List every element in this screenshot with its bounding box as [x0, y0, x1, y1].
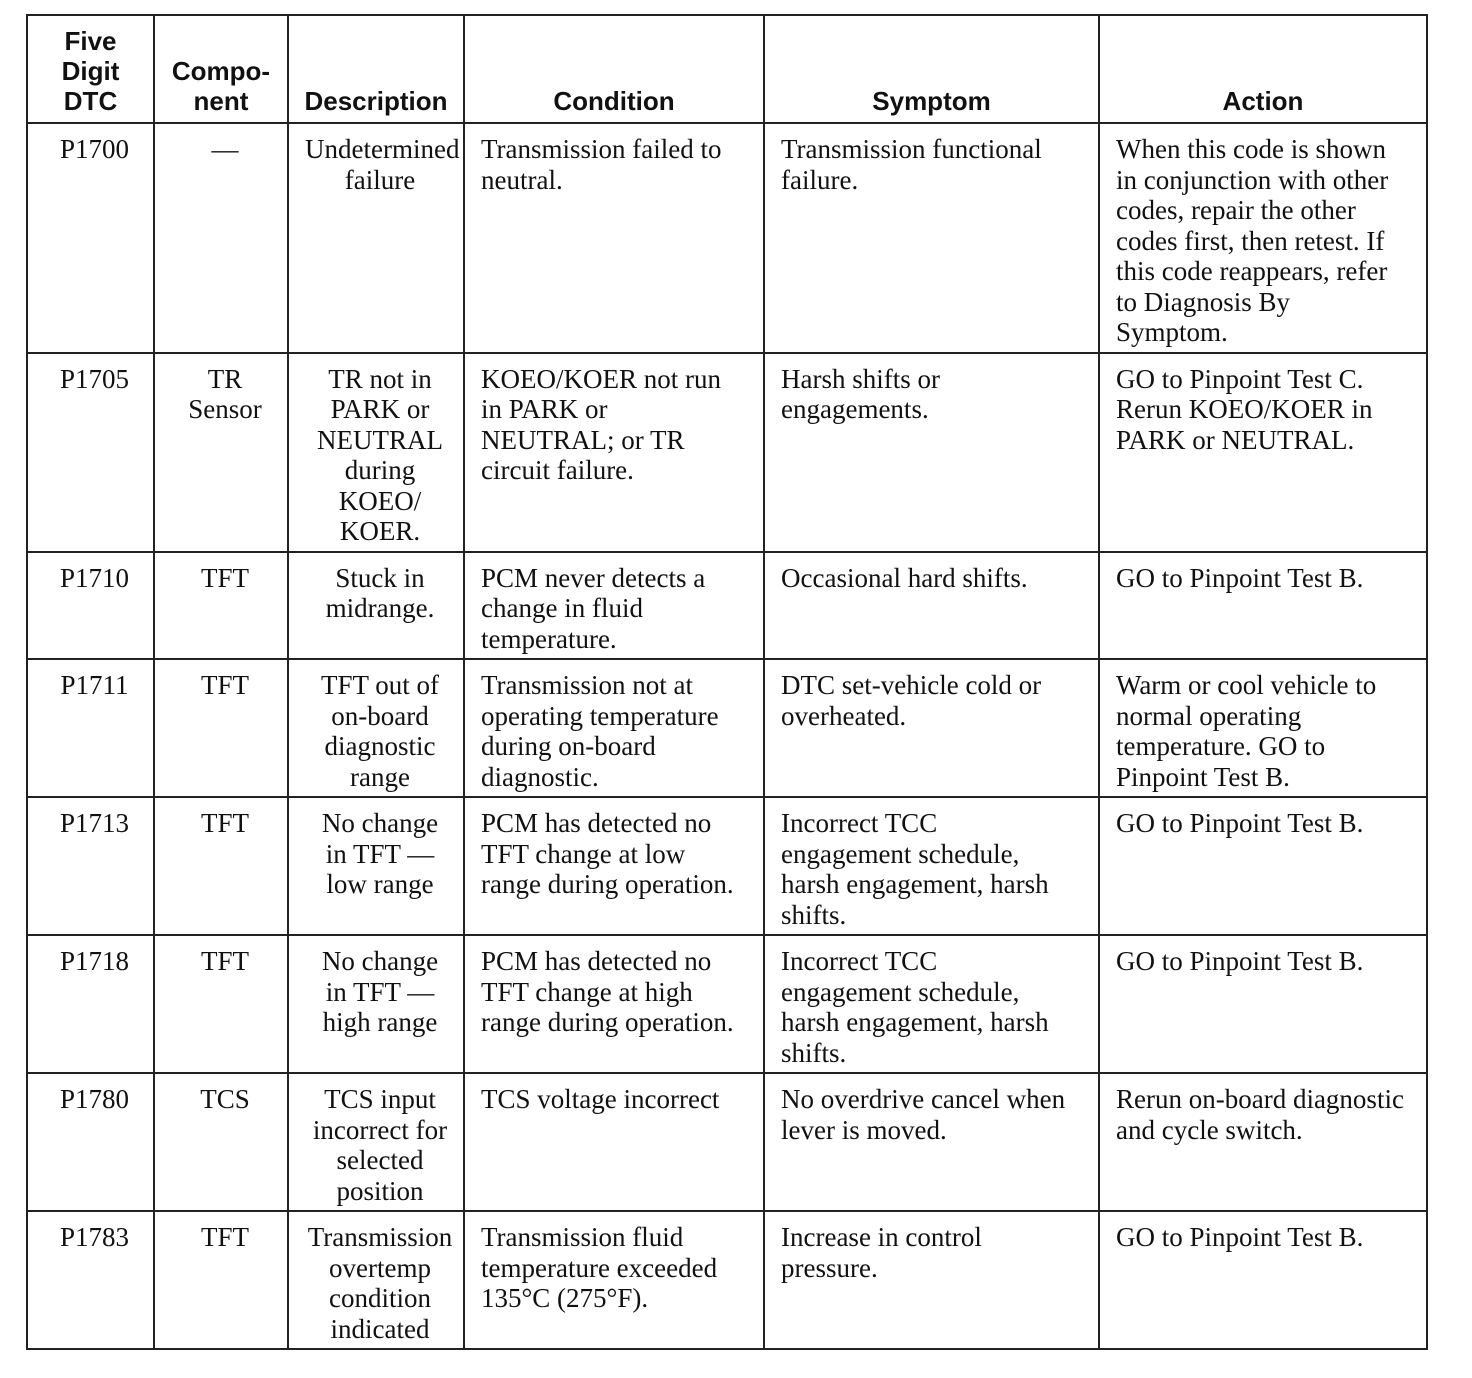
cell-condition: TCS voltage incorrect [464, 1073, 764, 1211]
cell-action: When this code is shown in conjunction with other codes, repair the other codes first, then retest. If this code reappears, refer to Diagnosis By Symptom. [1099, 123, 1427, 353]
cell-component: TFT [154, 1211, 288, 1349]
table-row [27, 797, 1427, 935]
cell-description: Undetermined failure [288, 123, 464, 353]
cell-component: — [154, 123, 288, 353]
header-description: Description [288, 15, 464, 123]
table-row [27, 1211, 1427, 1349]
cell-symptom: Incorrect TCC engagement schedule, harsh engagement, harsh shifts. [764, 935, 1099, 1073]
cell-component: TR Sensor [154, 353, 288, 552]
cell-component: TFT [154, 935, 288, 1073]
cell-component: TCS [154, 1073, 288, 1211]
table-row [27, 552, 1427, 660]
cell-condition: Transmission not at operating temperature during on-board diagnostic. [464, 659, 764, 797]
cell-condition: PCM has detected no TFT change at low range during operation. [464, 797, 764, 935]
table-row [27, 123, 1427, 353]
header-row [27, 15, 1427, 123]
cell-symptom: Occasional hard shifts. [764, 552, 1099, 660]
cell-symptom: Transmission functional failure. [764, 123, 1099, 353]
table-row [27, 935, 1427, 1073]
cell-action: Rerun on-board diagnostic and cycle switch. [1099, 1073, 1427, 1211]
cell-component: TFT [154, 659, 288, 797]
cell-component: TFT [154, 797, 288, 935]
cell-symptom: No overdrive cancel when lever is moved. [764, 1073, 1099, 1211]
cell-description: TFT out of on-board diagnostic range [288, 659, 464, 797]
cell-action: GO to Pinpoint Test B. [1099, 797, 1427, 935]
cell-dtc: P1783 [27, 1211, 154, 1349]
cell-condition: KOEO/KOER not run in PARK or NEUTRAL; or TR circuit failure. [464, 353, 764, 552]
cell-dtc: P1700 [27, 123, 154, 353]
cell-action: Warm or cool vehicle to normal operating temperature. GO to Pinpoint Test B. [1099, 659, 1427, 797]
cell-action: GO to Pinpoint Test B. [1099, 1211, 1427, 1349]
cell-dtc: P1710 [27, 552, 154, 660]
cell-dtc: P1713 [27, 797, 154, 935]
cell-description: Transmission overtemp condition indicated [288, 1211, 464, 1349]
cell-dtc: P1705 [27, 353, 154, 552]
cell-symptom: Harsh shifts or engagements. [764, 353, 1099, 552]
cell-description: TCS input incorrect for selected position [288, 1073, 464, 1211]
cell-description: Stuck in midrange. [288, 552, 464, 660]
header-dtc: Five Digit DTC [27, 15, 154, 123]
cell-symptom: Increase in control pressure. [764, 1211, 1099, 1349]
cell-description: No change in TFT — high range [288, 935, 464, 1073]
cell-action: GO to Pinpoint Test B. [1099, 935, 1427, 1073]
header-condition: Condition [464, 15, 764, 123]
cell-condition: Transmission fluid temperature exceeded 135°C (275°F). [464, 1211, 764, 1349]
cell-symptom: Incorrect TCC engagement schedule, harsh engagement, harsh shifts. [764, 797, 1099, 935]
cell-condition: Transmission failed to neutral. [464, 123, 764, 353]
cell-condition: PCM has detected no TFT change at high range during operation. [464, 935, 764, 1073]
cell-condition: PCM never detects a change in fluid temperature. [464, 552, 764, 660]
header-component: Compo- nent [154, 15, 288, 123]
dtc-table [26, 14, 1428, 1350]
cell-dtc: P1711 [27, 659, 154, 797]
cell-component: TFT [154, 552, 288, 660]
cell-description: No change in TFT — low range [288, 797, 464, 935]
cell-action: GO to Pinpoint Test C. Rerun KOEO/KOER in PARK or NEUTRAL. [1099, 353, 1427, 552]
table-row [27, 659, 1427, 797]
cell-description: TR not in PARK or NEUTRAL during KOEO/ KOER. [288, 353, 464, 552]
cell-dtc: P1718 [27, 935, 154, 1073]
cell-symptom: DTC set-vehicle cold or overheated. [764, 659, 1099, 797]
table-row [27, 1073, 1427, 1211]
header-symptom: Symptom [764, 15, 1099, 123]
cell-action: GO to Pinpoint Test B. [1099, 552, 1427, 660]
header-action: Action [1099, 15, 1427, 123]
table-row [27, 353, 1427, 552]
cell-dtc: P1780 [27, 1073, 154, 1211]
